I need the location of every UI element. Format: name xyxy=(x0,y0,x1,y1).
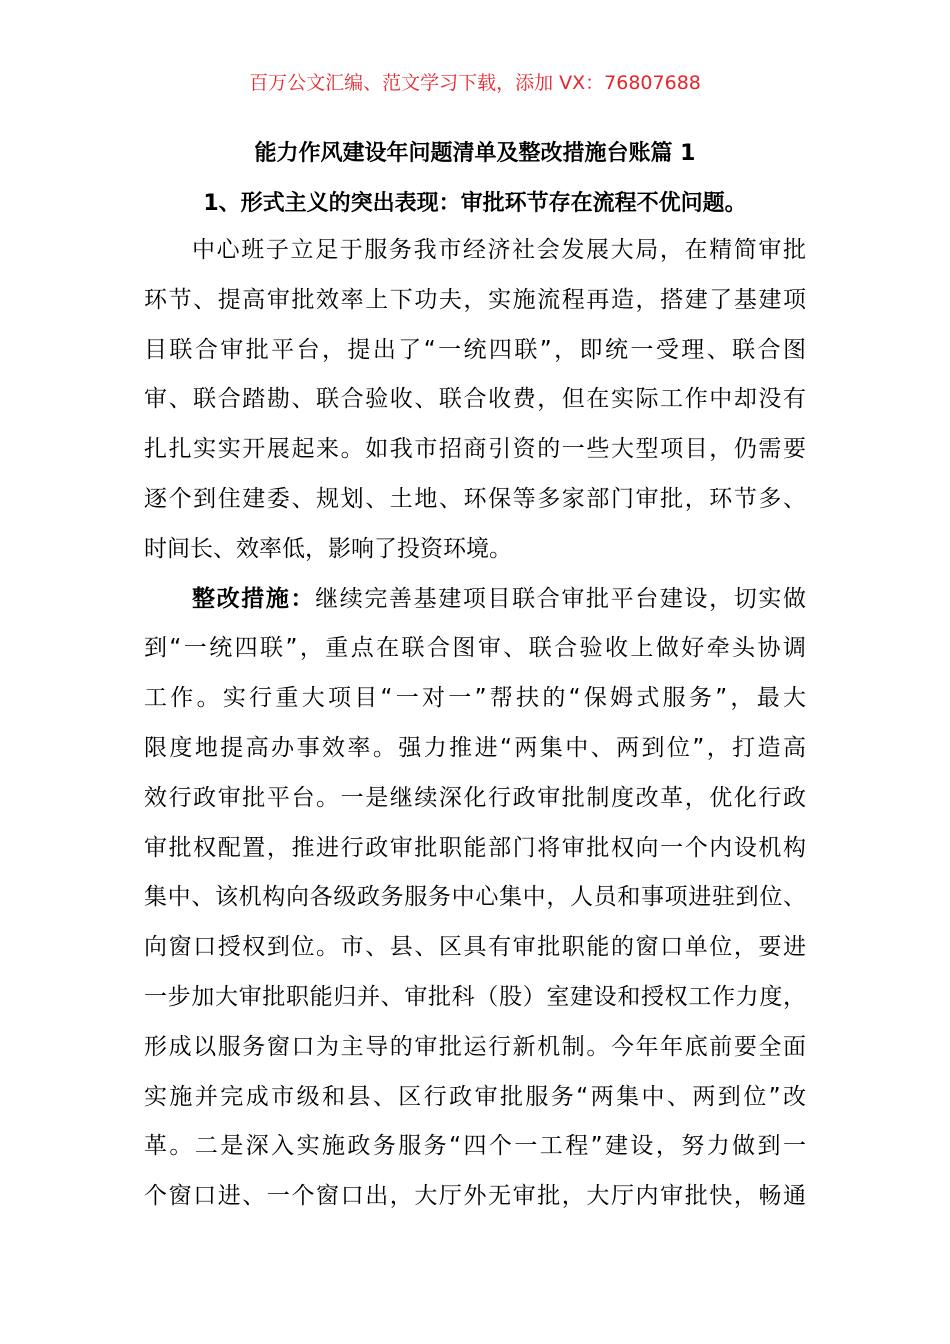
section-heading: 1、形式主义的突出表现：审批环节存在流程不优问题。 xyxy=(203,191,747,216)
measures-first-line: 继续完善基建项目联合审批平台建设，切实做 xyxy=(315,585,806,612)
text-line: 限度地提高办事效率。强力推进“两集中、两到位”，打造高 xyxy=(144,734,806,761)
text-line: 效行政审批平台。一是继续深化行政审批制度改革，优化行政 xyxy=(144,784,806,811)
text-line: 目联合审批平台，提出了“一统四联”，即统一受理、联合图 xyxy=(144,336,806,363)
text-line: 革。二是深入实施政务服务“四个一工程”建设，努力做到一 xyxy=(144,1133,806,1160)
watermark-header: 百万公文汇编、范文学习下载，添加 VX：76807688 xyxy=(249,72,701,94)
document-body xyxy=(144,232,806,1228)
paragraph-measures xyxy=(144,581,806,1228)
text-line: 到“一统四联”，重点在联合图审、联合验收上做好牵头协调 xyxy=(144,635,806,662)
text-line: 中心班子立足于服务我市经济社会发展大局，在精简审批 xyxy=(192,237,806,263)
text-line: 个窗口进、一个窗口出，大厅外无审批，大厅内审批快，畅通 xyxy=(144,1183,806,1210)
text-line: 工作。实行重大项目“一对一”帮扶的“保姆式服务”，最大 xyxy=(144,685,806,712)
document-title: 能力作风建设年问题清单及整改措施台账篇 1 xyxy=(254,141,696,166)
text-line: 时间长、效率低，影响了投资环境。 xyxy=(144,535,512,562)
text-line: 审批权配置，推进行政审批职能部门将审批权向一个内设机构 xyxy=(144,834,806,861)
text-line: 一步加大审批职能归并、审批科（股）室建设和授权工作力度， xyxy=(144,983,806,1010)
paragraph-problem xyxy=(144,232,806,581)
text-line xyxy=(144,581,806,631)
text-line: 向窗口授权到位。市、县、区具有审批职能的窗口单位，要进 xyxy=(144,934,806,961)
text-line: 审、联合踏勘、联合验收、联合收费，但在实际工作中却没有 xyxy=(144,386,806,413)
measures-label: 整改措施： xyxy=(192,585,316,612)
text-line: 逐个到住建委、规划、土地、环保等多家部门审批，环节多、 xyxy=(144,485,806,512)
text-line: 实施并完成市级和县、区行政审批服务“两集中、两到位”改 xyxy=(144,1083,806,1110)
text-line: 形成以服务窗口为主导的审批运行新机制。今年年底前要全面 xyxy=(144,1033,806,1060)
text-line: 扎扎实实开展起来。如我市招商引资的一些大型项目，仍需要 xyxy=(144,436,806,463)
text-line: 集中、该机构向各级政务服务中心集中，人员和事项进驻到位、 xyxy=(144,884,806,911)
text-line: 环节、提高审批效率上下功夫，实施流程再造，搭建了基建项 xyxy=(144,286,806,313)
